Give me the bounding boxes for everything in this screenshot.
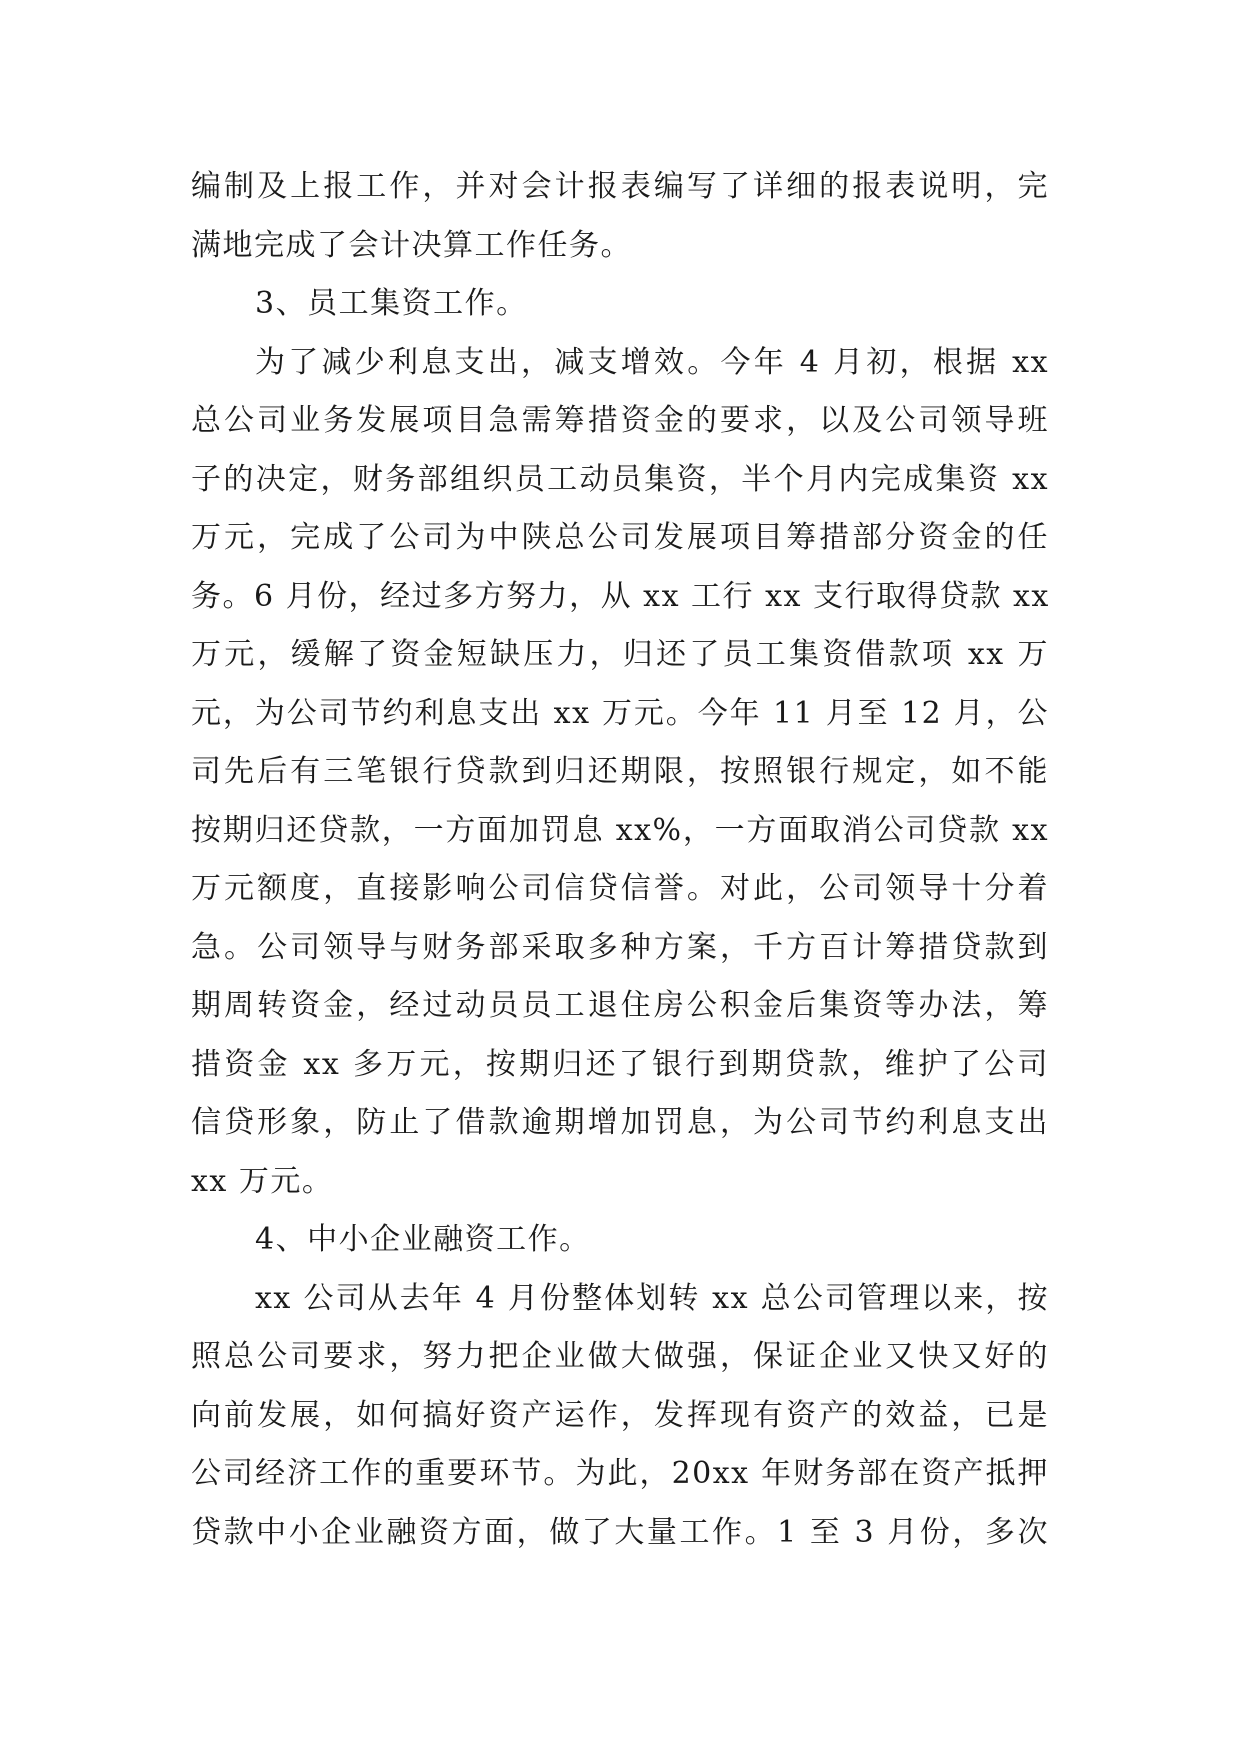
text-line: 措资金 xx 多万元，按期归还了银行到期贷款，维护了公司 [191, 1046, 1049, 1082]
text-line: 万元，缓解了资金短缺压力，归还了员工集资借款项 xx 万 [191, 637, 1049, 672]
text-line: 总公司业务发展项目急需筹措资金的要求，以及公司领导班 [191, 403, 1049, 438]
document-body [191, 158, 1049, 1562]
text-line: 元，为公司节约利息支出 xx 万元。今年 11 月至 12 月，公 [191, 695, 1049, 731]
text-line: 编制及上报工作，并对会计报表编写了详细的报表说明，完 [191, 169, 1049, 204]
text-line: 急。公司领导与财务部采取多种方案，千方百计筹措贷款到 [191, 929, 1049, 965]
text-line: 公司经济工作的重要环节。为此，20xx 年财务部在资产抵押 [191, 1456, 1049, 1491]
text-line: xx 万元。 [191, 1163, 334, 1199]
text-line: 3、员工集资工作。 [255, 286, 528, 321]
text-line: 信贷形象，防止了借款逾期增加罚息，为公司节约利息支出 [191, 1105, 1049, 1140]
text-line: 子的决定，财务部组织员工动员集资，半个月内完成集资 xx [191, 461, 1049, 497]
text-line: 万元，完成了公司为中陕总公司发展项目筹措部分资金的任 [191, 520, 1049, 555]
text-line: 4、中小企业融资工作。 [255, 1222, 591, 1257]
text-line: 司先后有三笔银行贷款到归还期限，按照银行规定，如不能 [191, 754, 1049, 789]
text-line: 期周转资金，经过动员员工退住房公积金后集资等办法，筹 [191, 988, 1049, 1023]
text-line: 贷款中小企业融资方面，做了大量工作。1 至 3 月份，多次 [191, 1514, 1049, 1550]
text-line: 满地完成了会计决算工作任务。 [191, 227, 632, 263]
text-line: 按期归还贷款，一方面加罚息 xx%，一方面取消公司贷款 xx [191, 812, 1049, 848]
text-line: 万元额度，直接影响公司信贷信誉。对此，公司领导十分着 [191, 871, 1049, 906]
text-line: 为了减少利息支出，减支增效。今年 4 月初，根据 xx [255, 344, 1049, 380]
text-line: 照总公司要求，努力把企业做大做强，保证企业又快又好的 [191, 1339, 1049, 1374]
text-line: xx 公司从去年 4 月份整体划转 xx 总公司管理以来，按 [255, 1280, 1049, 1316]
text-line: 务。6 月份，经过多方努力，从 xx 工行 xx 支行取得贷款 xx [191, 578, 1050, 614]
text-line: 向前发展，如何搞好资产运作，发挥现有资产的效益，已是 [191, 1397, 1049, 1433]
